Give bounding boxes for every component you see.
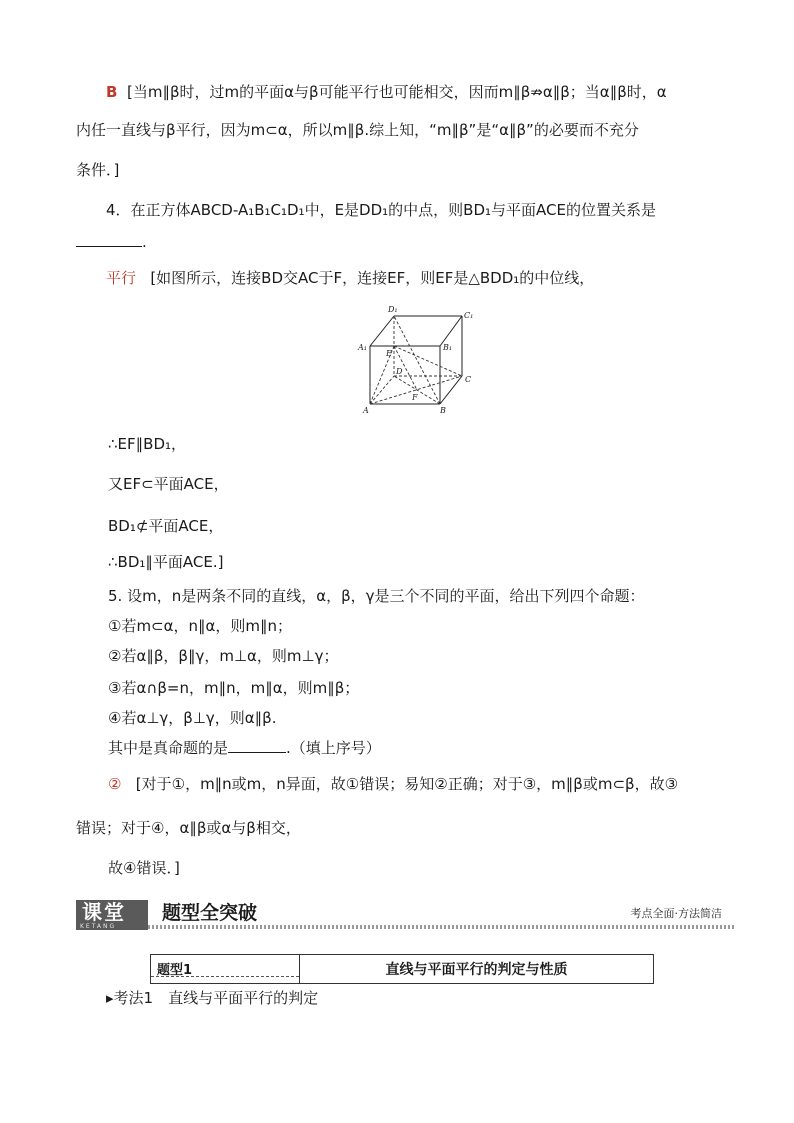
q5-question-text: 其中是真命题的是 [108,739,229,757]
q4-answer-line [106,268,594,288]
cube-figure [356,300,482,418]
question-type-label: 题型1 [157,963,193,978]
q4-answer-blank [76,232,142,247]
label-a1: A₁ [358,343,367,352]
label-c1: C₁ [464,311,474,320]
section-rule [148,925,736,929]
q5-explanation-3: 故④错误．] [108,859,180,877]
q5-explanation-1: [对于①，m∥n或m，n异面，故①错误；易知②正确；对于③，m∥β或m⊂β，故③ [135,775,679,793]
q5-question-end: .（填上序号） [286,739,381,757]
label-b: B [440,406,446,415]
q5-proposition-3: ③若α∩β=n，m∥n，m∥α，则m∥β； [108,679,360,697]
q5-answer-blank [228,738,286,753]
q4-step-4: ∴BD₁∥平面ACE.] [108,553,224,571]
q4-stem-blank-line [76,232,147,252]
label-d: D [396,367,403,376]
question-type-title: 直线与平面平行的判定与性质 [385,962,568,978]
q4-step-3: BD₁⊄平面ACE， [108,517,224,535]
edge-a-d [370,376,394,404]
section-header [76,900,736,930]
q4-stem-text: 4．在正方体ABCD-A₁B₁C₁D₁中，E是DD₁的中点，则BD₁与平面ACE的位置关系是 [106,201,656,219]
q4-step-2: 又EF⊂平面ACE， [108,475,229,493]
label-a: A [363,406,369,415]
q3-answer-line1 [106,82,667,102]
q5-answer-line [108,774,678,794]
q3-explanation-3: 条件．] [76,161,120,179]
question-type-label-cell [151,955,300,983]
q5-explanation-2: 错误；对于④，α∥β或α与β相交， [76,819,301,837]
question-type-box [150,954,654,984]
label-b1: B₁ [443,343,453,352]
q3-explanation-2: 内任一直线与β平行，因为m⊂α，所以m∥β.综上知，“m∥β”是“α∥β”的必要而不充分 [76,121,639,139]
q5-proposition-1: ①若m⊂α，n∥α，则m∥n； [108,617,293,635]
q4-step-1: ∴EF∥BD₁， [108,435,187,453]
edge-a1-d1 [370,316,394,346]
q3-answer-letter: B [106,83,118,101]
label-d1: D₁ [388,305,398,314]
method-heading: ▸考法1 直线与平面平行的判定 [106,989,319,1007]
q3-explanation-1: [当m∥β时，过m的平面α与β可能平行也可能相交，因而m∥β⇏α∥β；当α∥β时，α [126,83,667,101]
section-badge-subtext: KETANG [80,923,117,930]
section-title: 题型全突破 [162,902,258,924]
q5-stem: 5. 设m，n是两条不同的直线，α，β，γ是三个不同的平面，给出下列四个命题： [108,587,645,605]
section-badge [76,900,148,930]
label-c: C [465,375,472,384]
q4-answer: 平行 [106,269,137,287]
q4-stem-end: . [142,233,147,251]
q5-proposition-2: ②若α∥β，β∥γ，m⊥α，则m⊥γ； [108,647,339,665]
q4-stem [106,200,656,220]
label-f: F [412,393,418,402]
label-e: E [386,349,392,358]
section-badge-text: 课堂 [82,900,126,924]
q4-explanation: [如图所示，连接BD交AC于F，连接EF，则EF是△BDD₁的中位线， [150,269,595,287]
question-type-label-rule [151,976,299,977]
q5-proposition-4: ④若α⊥γ，β⊥γ，则α∥β. [108,709,277,727]
q5-question [108,738,381,758]
edge-b1-c1 [440,316,462,346]
cube-diagram [356,300,482,418]
edge-b-c [440,376,462,404]
section-tagline: 考点全面·方法简洁 [630,907,722,920]
q5-answer: ② [108,775,122,793]
